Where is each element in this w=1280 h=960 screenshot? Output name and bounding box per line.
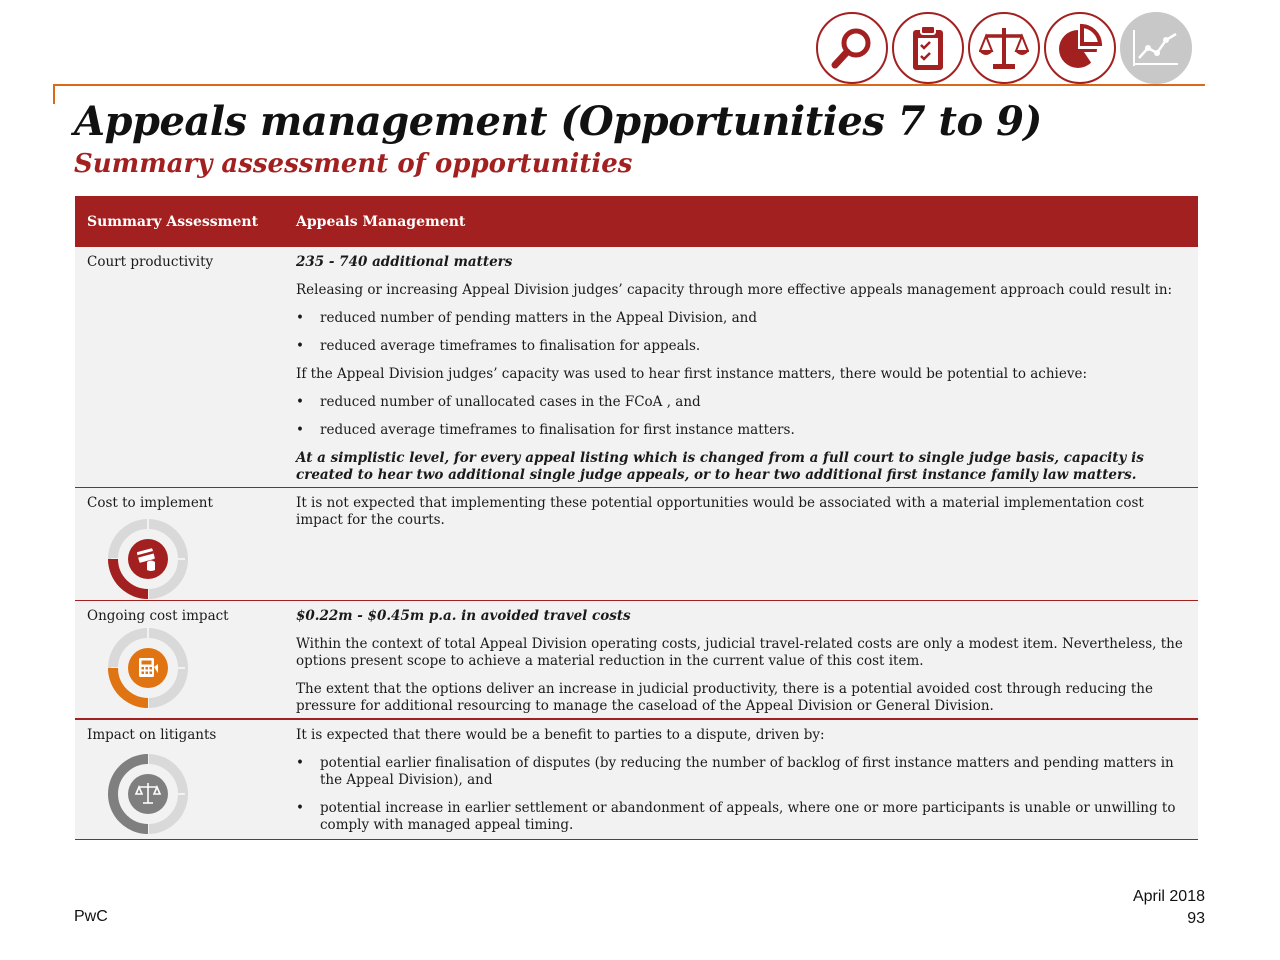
- table-row-ongoing-cost: [75, 601, 1198, 720]
- ongoing-cost-rating-ring: [105, 625, 191, 711]
- row-label-cell: [75, 601, 284, 718]
- row-headline: 235 - 740 additional matters: [296, 254, 513, 270]
- column-header-assessment: Summary Assessment: [87, 213, 259, 230]
- row-headline: $0.22m - $0.45m p.a. in avoided travel costs: [296, 608, 631, 624]
- line-chart-icon[interactable]: [1120, 12, 1192, 84]
- page-title: Appeals management (Opportunities 7 to 9): [74, 98, 1042, 145]
- bullet-item: [296, 394, 1186, 411]
- row-content: [284, 488, 1198, 600]
- row-content: [284, 247, 1198, 487]
- row-label-cell: [75, 488, 284, 600]
- table-header-row: [75, 196, 1198, 247]
- row-label: Court productivity: [87, 254, 214, 270]
- magnifier-icon[interactable]: [816, 12, 888, 84]
- bullet-text: reduced average timeframes to finalisation for appeals.: [320, 338, 701, 354]
- row-label: Cost to implement: [87, 495, 213, 511]
- row-paragraph: It is expected that there would be a benefit to parties to a dispute, driven by:: [296, 727, 825, 743]
- clipboard-icon[interactable]: [892, 12, 964, 84]
- row-label-cell: [75, 720, 284, 839]
- bullet-icon: •: [296, 800, 304, 816]
- bullet-item: [296, 310, 1186, 327]
- bullet-icon: •: [296, 394, 304, 410]
- column-header-appeals: Appeals Management: [296, 213, 466, 230]
- table-row-court-productivity: [75, 247, 1198, 488]
- header-rule: [53, 84, 1205, 86]
- bullet-item: [296, 755, 1186, 789]
- footer-brand: PwC: [74, 908, 108, 925]
- row-emphasis: At a simplistic level, for every appeal listing which is changed from a full court to single judge basis, capacity is created to hear two additional single judge appeals, or to hear two additional first instance family law matters.: [296, 450, 1144, 483]
- bullet-text: potential earlier finalisation of disputes (by reducing the number of backlog of first instance matters and pending matters in the Appeal Division), and: [320, 755, 1174, 788]
- footer-meta: [1133, 886, 1205, 930]
- bullet-icon: •: [296, 338, 304, 354]
- bullet-item: [296, 422, 1186, 439]
- bullet-icon: •: [296, 422, 304, 438]
- row-content: [284, 601, 1198, 718]
- row-paragraph: Within the context of total Appeal Division operating costs, judicial travel-related costs are only a modest item. Nevertheless, the options present scope to achieve a material reduction in the current value of this cost item.: [296, 636, 1183, 669]
- bullet-text: potential increase in earlier settlement or abandonment of appeals, where one or more participants is unable or unwilling to comply with managed appeal timing.: [320, 800, 1176, 833]
- row-label: Impact on litigants: [87, 727, 217, 743]
- row-paragraph: It is not expected that implementing these potential opportunities would be associated with a material implementation cost impact for the courts.: [296, 495, 1144, 528]
- bullet-text: reduced number of pending matters in the Appeal Division, and: [320, 310, 758, 326]
- row-content: [284, 720, 1198, 839]
- footer-date: April 2018: [1132, 888, 1205, 905]
- row-paragraph: Releasing or increasing Appeal Division judges’ capacity through more effective appeals management approach could result in:: [296, 282, 1173, 298]
- row-paragraph: The extent that the options deliver an increase in judicial productivity, there is a potential avoided cost through reducing the pressure for additional resourcing to manage the caseload of the Appeal Division or General Division.: [296, 681, 1153, 714]
- header-rule-tick: [53, 84, 55, 104]
- row-paragraph: If the Appeal Division judges’ capacity was used to hear first instance matters, there would be potential to achieve:: [296, 366, 1088, 382]
- bullet-text: reduced number of unallocated cases in the FCoA , and: [320, 394, 701, 410]
- page-number: 93: [1187, 910, 1205, 927]
- page-subtitle: Summary assessment of opportunities: [74, 149, 633, 179]
- table-row-cost-to-implement: [75, 488, 1198, 601]
- bullet-item: [296, 338, 1186, 355]
- summary-table: [75, 196, 1198, 840]
- bullet-item: [296, 800, 1186, 834]
- litigants-rating-ring: [105, 751, 191, 837]
- bullet-icon: •: [296, 755, 304, 771]
- scales-icon[interactable]: [968, 12, 1040, 84]
- pie-chart-icon[interactable]: [1044, 12, 1116, 84]
- bullet-icon: •: [296, 310, 304, 326]
- cost-rating-ring: [105, 516, 191, 602]
- row-label: Ongoing cost impact: [87, 608, 229, 624]
- section-icon-bar: [816, 12, 1192, 84]
- bullet-text: reduced average timeframes to finalisation for first instance matters.: [320, 422, 795, 438]
- table-row-litigants: [75, 720, 1198, 840]
